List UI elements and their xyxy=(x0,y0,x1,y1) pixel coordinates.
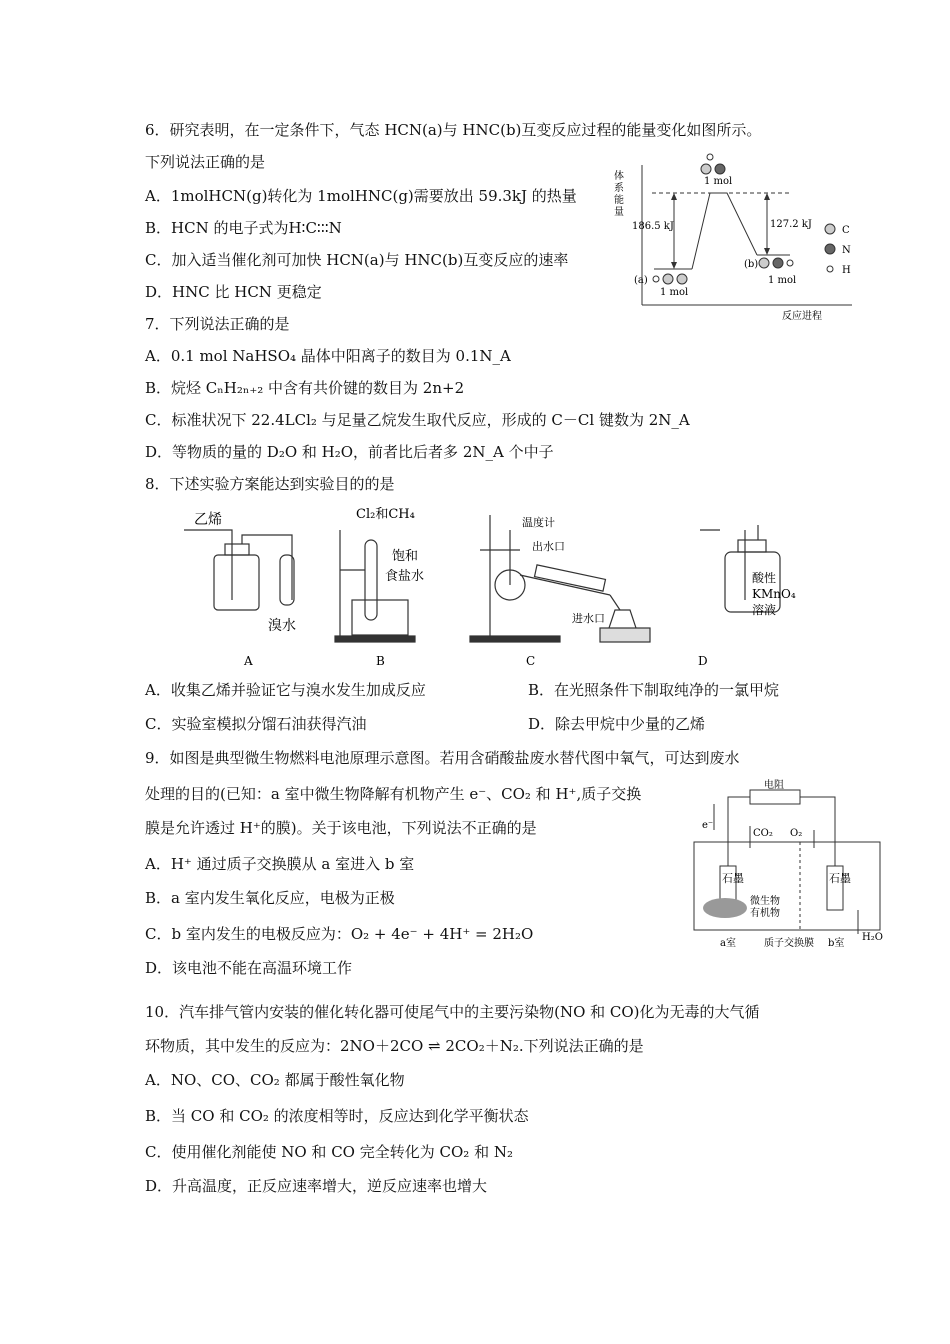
h-atom xyxy=(707,154,713,160)
q10-option-a: A．NO、CO、CO₂ 都属于酸性氧化物 xyxy=(145,1071,405,1089)
fig-a-gas: 乙烯 xyxy=(194,512,222,528)
q8-option-c: C．实验室模拟分馏石油获得汽油 xyxy=(145,715,367,733)
experiment-figures xyxy=(180,500,796,672)
fig-a-bottle xyxy=(214,555,259,610)
q6-option-d: D．HNC 比 HCN 更稳定 xyxy=(145,283,322,301)
fig-a-caption: A xyxy=(244,654,253,668)
fig-c-inlet: 进水口 xyxy=(572,612,605,625)
q10-option-c: C．使用催化剂能使 NO 和 CO 完全转化为 CO₂ 和 N₂ xyxy=(145,1143,513,1161)
organic-label: 有机物 xyxy=(750,908,780,919)
q7-option-d: D．等物质的量的 D₂O 和 H₂O，前者比后者多 2N_A 个中子 xyxy=(145,443,554,461)
electrode-right-label: 石墨 xyxy=(829,872,851,885)
a-mol-label: 1 mol xyxy=(660,287,689,298)
fig-b-caption: B xyxy=(376,654,385,668)
fig-d-label3: 溶液 xyxy=(752,603,777,617)
b-mol-label: 1 mol xyxy=(768,275,797,286)
q6-stem-line1: 6．研究表明，在一定条件下，气态 HCN(a)与 HNC(b)互变反应过程的能量变化如图所示。 xyxy=(145,121,762,139)
c-atom xyxy=(701,164,711,174)
left-energy-label: 186.5 kJ xyxy=(632,221,674,232)
legend-c: C xyxy=(842,225,850,236)
reaction-curve xyxy=(692,193,757,269)
fig-b-gas: Cl₂和CH₄ xyxy=(356,507,415,522)
q6-stem-line2: 下列说法正确的是 xyxy=(145,153,266,171)
room-a-label: a室 xyxy=(720,938,736,949)
resistor xyxy=(750,790,800,804)
q8-option-d: D．除去甲烷中少量的乙烯 xyxy=(528,715,706,733)
fig-d-caption: D xyxy=(698,654,708,668)
q10-option-d: D．升高温度，正反应速率增大，逆反应速率也增大 xyxy=(145,1177,488,1195)
fig-b-tube xyxy=(365,540,377,620)
q9-stem-line1: 9．如图是典型微生物燃料电池原理示意图。若用含硝酸盐废水替代图中氧气，可达到废水 xyxy=(145,749,740,767)
q9-option-a: A．H⁺ 通过质子交换膜从 a 室进入 b 室 xyxy=(145,855,415,873)
x-axis-label: 反应进程 xyxy=(782,311,822,322)
q9-stem-line2: 处理的目的(已知：a 室中微生物降解有机物产生 e⁻、CO₂ 和 H⁺,质子交换 xyxy=(145,785,642,803)
fig-b-liquid1: 饱和 xyxy=(392,549,419,564)
fig-c-condenser xyxy=(535,565,606,591)
q10-option-b: B．当 CO 和 CO₂ 的浓度相等时，反应达到化学平衡状态 xyxy=(145,1107,529,1125)
resistor-label: 电阻 xyxy=(764,780,784,791)
q10-stem-line1: 10．汽车排气管内安装的催化转化器可使尾气中的主要污染物(NO 和 CO)化为无毒的大气循 xyxy=(145,1003,760,1021)
q9-option-c: C．b 室内发生的电极反应为：O₂ + 4e⁻ + 4H⁺ = 2H₂O xyxy=(145,925,534,943)
fig-b-liquid2: 食盐水 xyxy=(385,569,425,584)
y-axis-label-1: 体 xyxy=(614,171,624,182)
q8-stem: 8．下述实验方案能达到实验目的的是 xyxy=(145,475,395,493)
legend-h: H xyxy=(842,265,851,276)
q6-option-a: A．1molHCN(g)转化为 1molHNC(g)需要放出 59.3kJ 的热量 xyxy=(145,187,577,205)
q8-option-b: B．在光照条件下制取纯净的一氯甲烷 xyxy=(528,681,780,699)
b-label: (b) xyxy=(744,259,759,270)
fig-c-caption: C xyxy=(526,654,536,668)
top-mol-label: 1 mol xyxy=(704,176,733,187)
q9-option-d: D．该电池不能在高温环境工作 xyxy=(145,959,353,977)
co2-label: CO₂ xyxy=(753,828,773,839)
fig-c-thermometer: 温度计 xyxy=(522,516,555,529)
q9-stem-line3: 膜是允许透过 H⁺的膜)。关于该电池，下列说法不正确的是 xyxy=(145,819,537,837)
microbe-cloud xyxy=(703,898,747,918)
right-energy-label: 127.2 kJ xyxy=(770,219,812,230)
q7-option-c: C．标准状况下 22.4LCl₂ 与足量乙烷发生取代反应，形成的 C－Cl 键数为 2N_A xyxy=(145,411,690,429)
q7-stem: 7．下列说法正确的是 xyxy=(145,315,290,333)
room-b-label: b室 xyxy=(828,938,845,949)
electron-label: e⁻ xyxy=(702,820,714,831)
membrane-label: 质子交换膜 xyxy=(764,938,814,949)
energy-diagram xyxy=(612,145,872,325)
q8-option-a: A．收集乙烯并验证它与溴水发生加成反应 xyxy=(145,681,426,699)
q7-option-a: A．0.1 mol NaHSO₄ 晶体中阳离子的数目为 0.1N_A xyxy=(145,347,511,365)
n-atom xyxy=(715,164,725,174)
y-axis-label-4: 量 xyxy=(614,207,624,218)
fig-d-label1: 酸性 xyxy=(752,571,777,585)
q9-option-b: B．a 室内发生氧化反应，电极为正极 xyxy=(145,889,395,907)
y-axis-label-3: 能 xyxy=(614,195,624,206)
h2o-label: H₂O xyxy=(862,932,883,943)
a-label: (a) xyxy=(634,275,648,286)
q6-option-b: B．HCN 的电子式为H∶C∶∶∶N xyxy=(145,219,342,237)
fuel-cell-diagram xyxy=(690,778,890,956)
fig-c-outlet: 出水口 xyxy=(532,540,565,553)
q10-stem-line2: 环物质，其中发生的反应为：2NO＋2CO ⇌ 2CO₂＋N₂.下列说法正确的是 xyxy=(145,1037,644,1055)
q6-option-c: C．加入适当催化剂可加快 HCN(a)与 HNC(b)互变反应的速率 xyxy=(145,251,569,269)
electrode-left-label: 石墨 xyxy=(722,872,744,885)
fig-d-label2: KMnO₄ xyxy=(752,587,796,601)
q7-option-b: B．烷烃 CₙH₂ₙ₊₂ 中含有共价键的数目为 2n+2 xyxy=(145,379,465,397)
o2-label: O₂ xyxy=(790,828,803,839)
fig-a-liquid: 溴水 xyxy=(268,618,296,634)
microbe-label: 微生物 xyxy=(750,896,780,907)
y-axis-label-2: 系 xyxy=(614,183,624,194)
legend-n: N xyxy=(842,245,851,256)
